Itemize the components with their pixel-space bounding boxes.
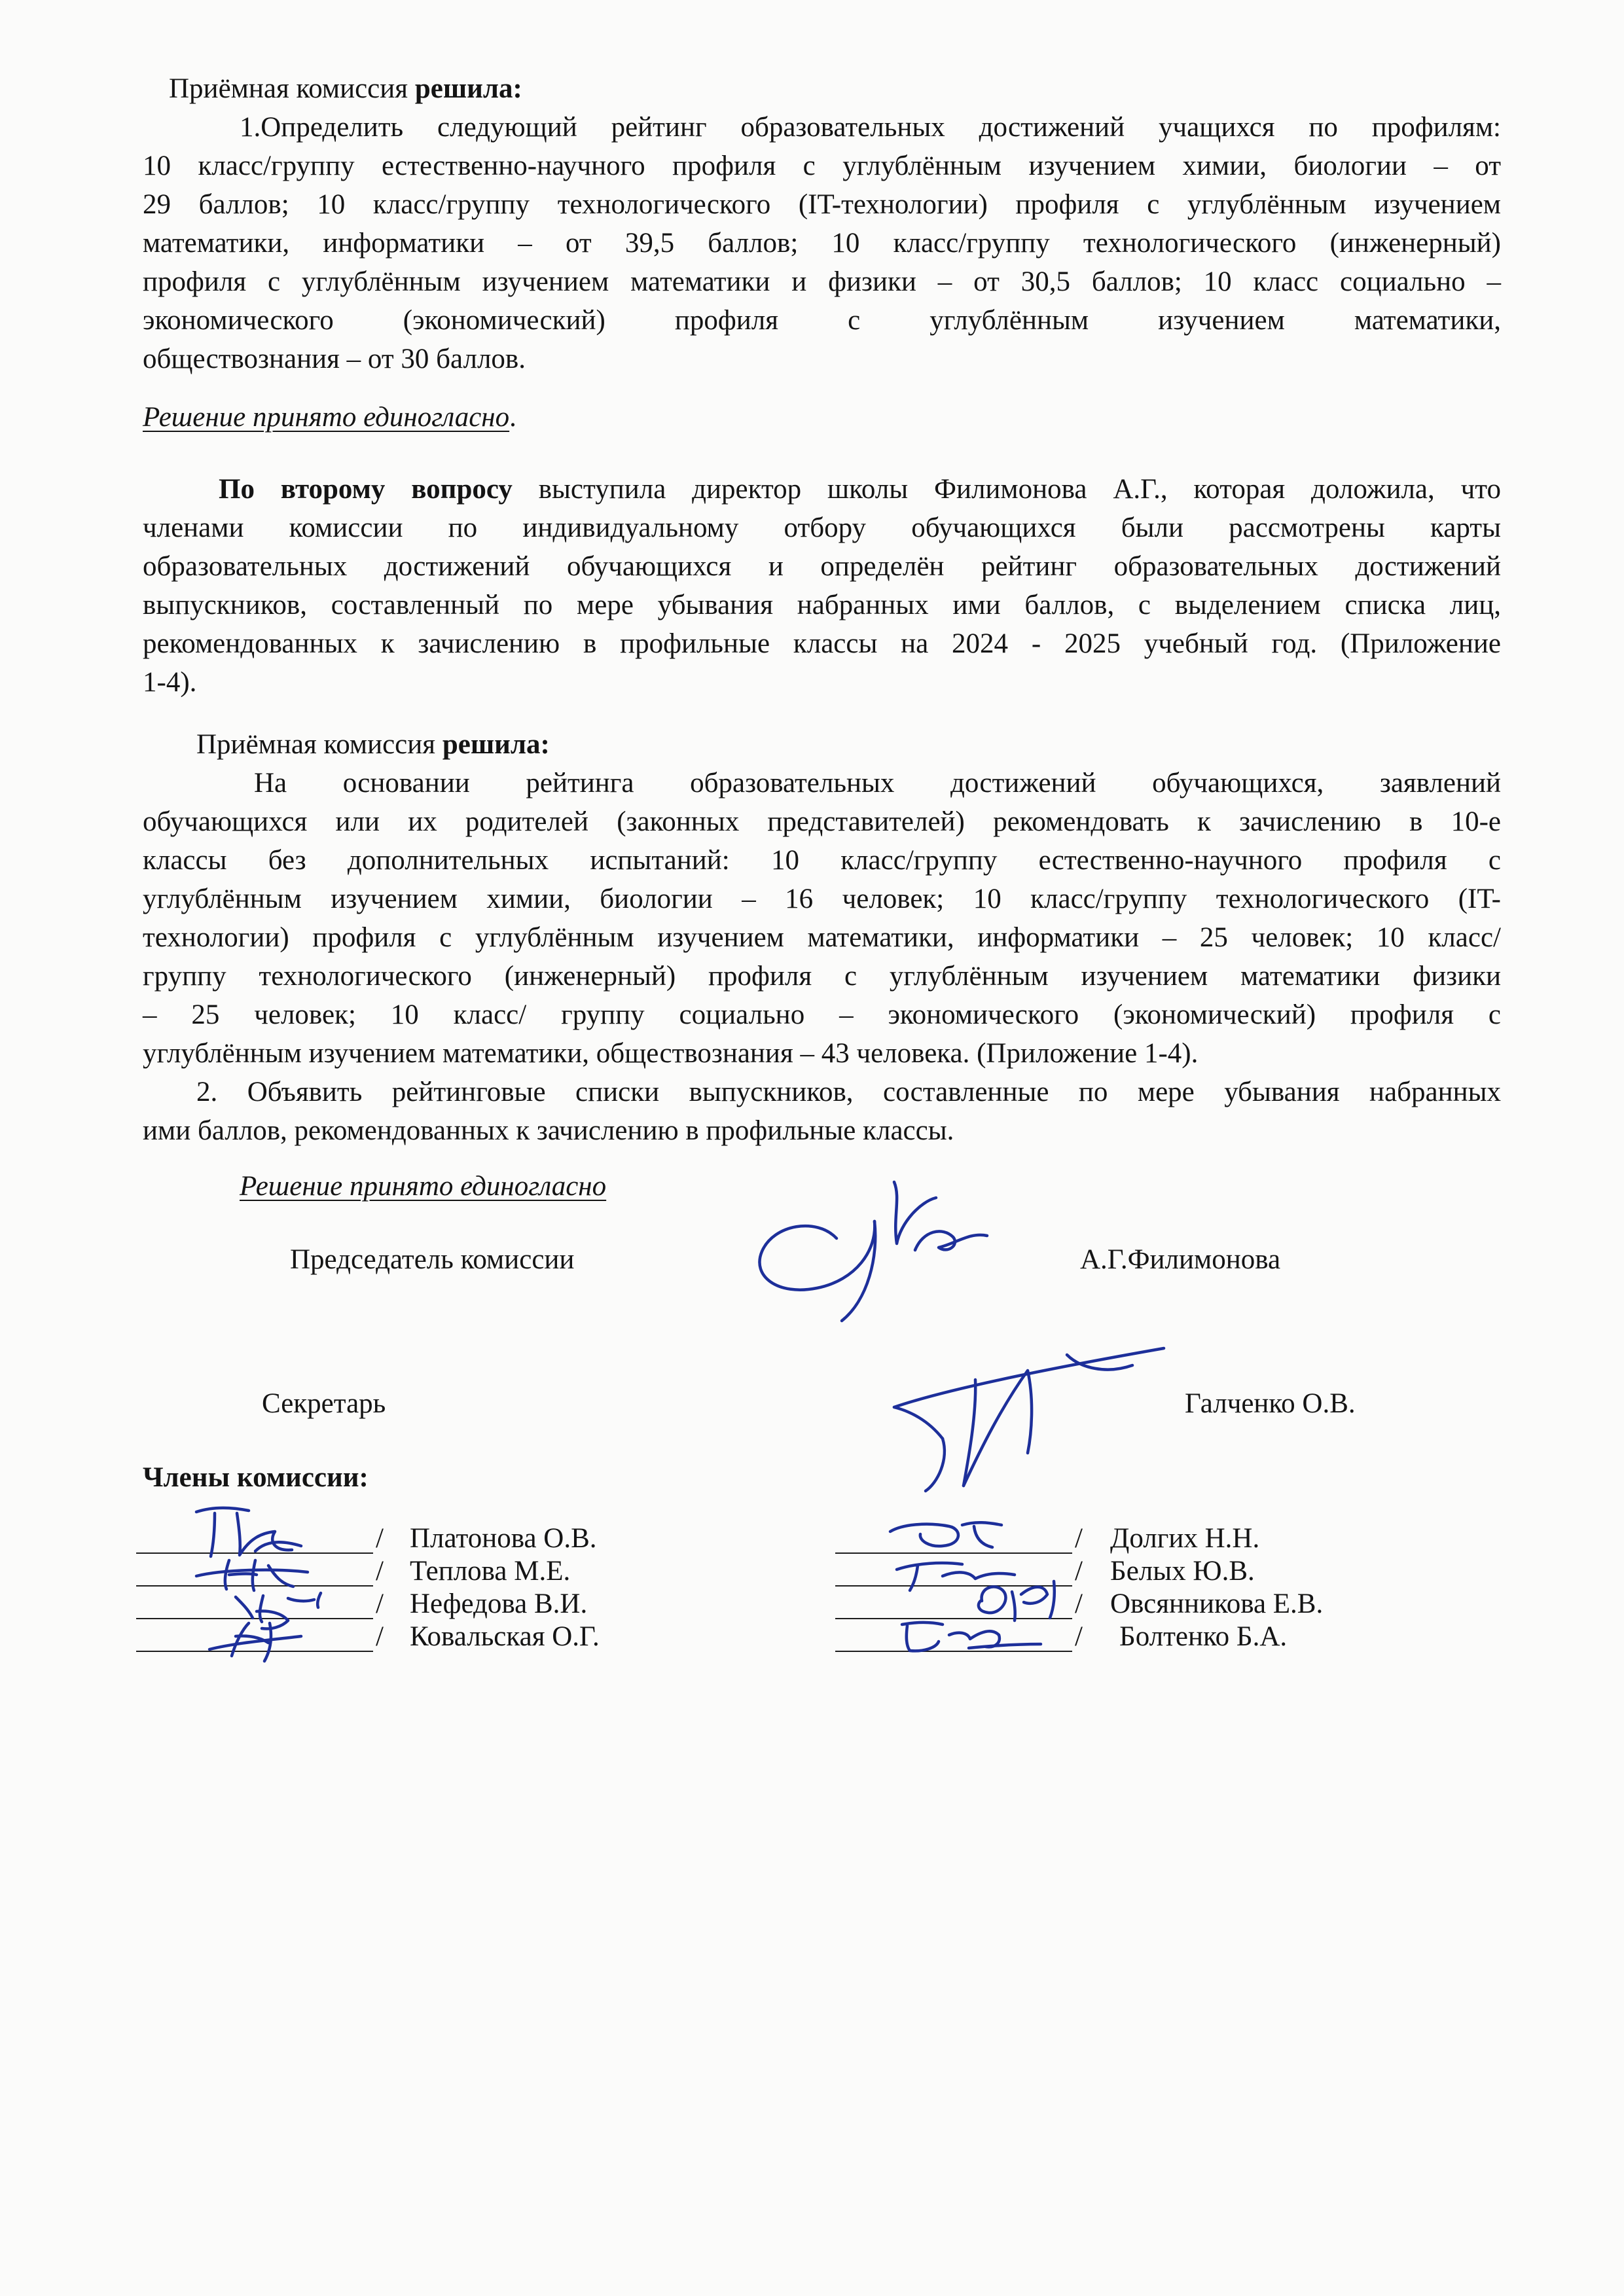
separator: / (376, 1523, 384, 1554)
separator: / (1075, 1523, 1083, 1554)
member-name: Болтенко Б.А. (1119, 1621, 1288, 1652)
chair-name: А.Г.Филимонова (1080, 1244, 1281, 1275)
member-signature-boltenko (871, 1611, 1054, 1664)
separator: / (1075, 1588, 1083, 1619)
separator: / (1075, 1556, 1083, 1587)
member-signature-kovalskaya (196, 1597, 340, 1669)
secretary-signature (871, 1329, 1185, 1499)
separator: / (376, 1588, 384, 1619)
secretary-label: Секретарь (262, 1388, 386, 1419)
second-question-paragraph: По второму вопросу выступила директор школы Филимонова А.Г., которая доложила, что членами комиссии по индивидуальному отбору обучающихся были рассмотрены карты образовательных достижений обучающихся и определён рейтинг образовательных достижений выпускников, составленный по мере убывания набранных ими баллов, с выделением списка лиц, рекомендованных к зачислению в профильные классы на 2024 - 2025 учебный год. (Приложение 1-4). (143, 474, 1501, 698)
member-name: Платонова О.В. (410, 1523, 597, 1554)
decision-unanimous-1: Решение принято единогласно. (143, 402, 516, 433)
separator: / (376, 1621, 384, 1652)
commission-decided-heading-2: Приёмная комиссия решила: (196, 729, 550, 760)
members-label: Члены комиссии: (143, 1462, 369, 1493)
member-name: Долгих Н.Н. (1110, 1523, 1260, 1554)
decision-unanimous-2: Решение принято единогласно (240, 1171, 607, 1202)
member-name: Овсянникова Е.В. (1110, 1588, 1324, 1619)
separator: / (376, 1556, 384, 1587)
member-name: Белых Ю.В. (1110, 1556, 1255, 1587)
secretary-name: Галченко О.В. (1185, 1388, 1356, 1419)
separator: / (1075, 1621, 1083, 1652)
chair-label: Председатель комиссии (290, 1244, 575, 1275)
decision-2-paragraph: На основании рейтинга образовательных достижений обучающихся, заявлений обучающихся или их родителей (законных представителей) рекомендовать к зачислению в 10-е классы без дополнительных испытаний: 10 класс/группу естественно-научного профиля с углублённым изучением химии, биологии – 16 человек; 10 класс/группу технологического (IT- технологии) профиля с углублённым изучением математики, информатики – 25 человек; 10 класс/ группу технологического (инженерный) профиля с углублённым изучением математики физики – 25 человек; 10 класс/ группу социально – экономического (экономический) профиля с углублённым изучением математики, обществознания – 43 человека. (Приложение 1-4). 2. Объявить рейтинговые списки выпускников, составленные по мере убывания набранных ими баллов, рекомендованных к зачислению в профильные классы. (143, 768, 1501, 1146)
member-name: Ковальская О.Г. (410, 1621, 600, 1652)
member-name: Нефедова В.И. (410, 1588, 588, 1619)
member-name: Теплова М.Е. (410, 1556, 571, 1587)
chair-signature (740, 1172, 1015, 1335)
decision-1-paragraph: 1.Определить следующий рейтинг образовательных достижений учащихся по профилям: 10 класс/группу естественно-научного профиля с углублённым изучением химии, биологии – от 29 баллов; 10 класс/группу технологического (IT-технологии) профиля с углублённым изучением математики, информатики – от 39,5 баллов; 10 класс/группу технологического (инженерный) профиля с углублённым изучением математики и физики – от 30,5 баллов; 10 класс социально – экономического (экономический) профиля с углублённым изучением математики, обществознания – от 30 баллов. (143, 112, 1501, 374)
commission-decided-heading-1: Приёмная комиссия решила: (169, 73, 522, 104)
